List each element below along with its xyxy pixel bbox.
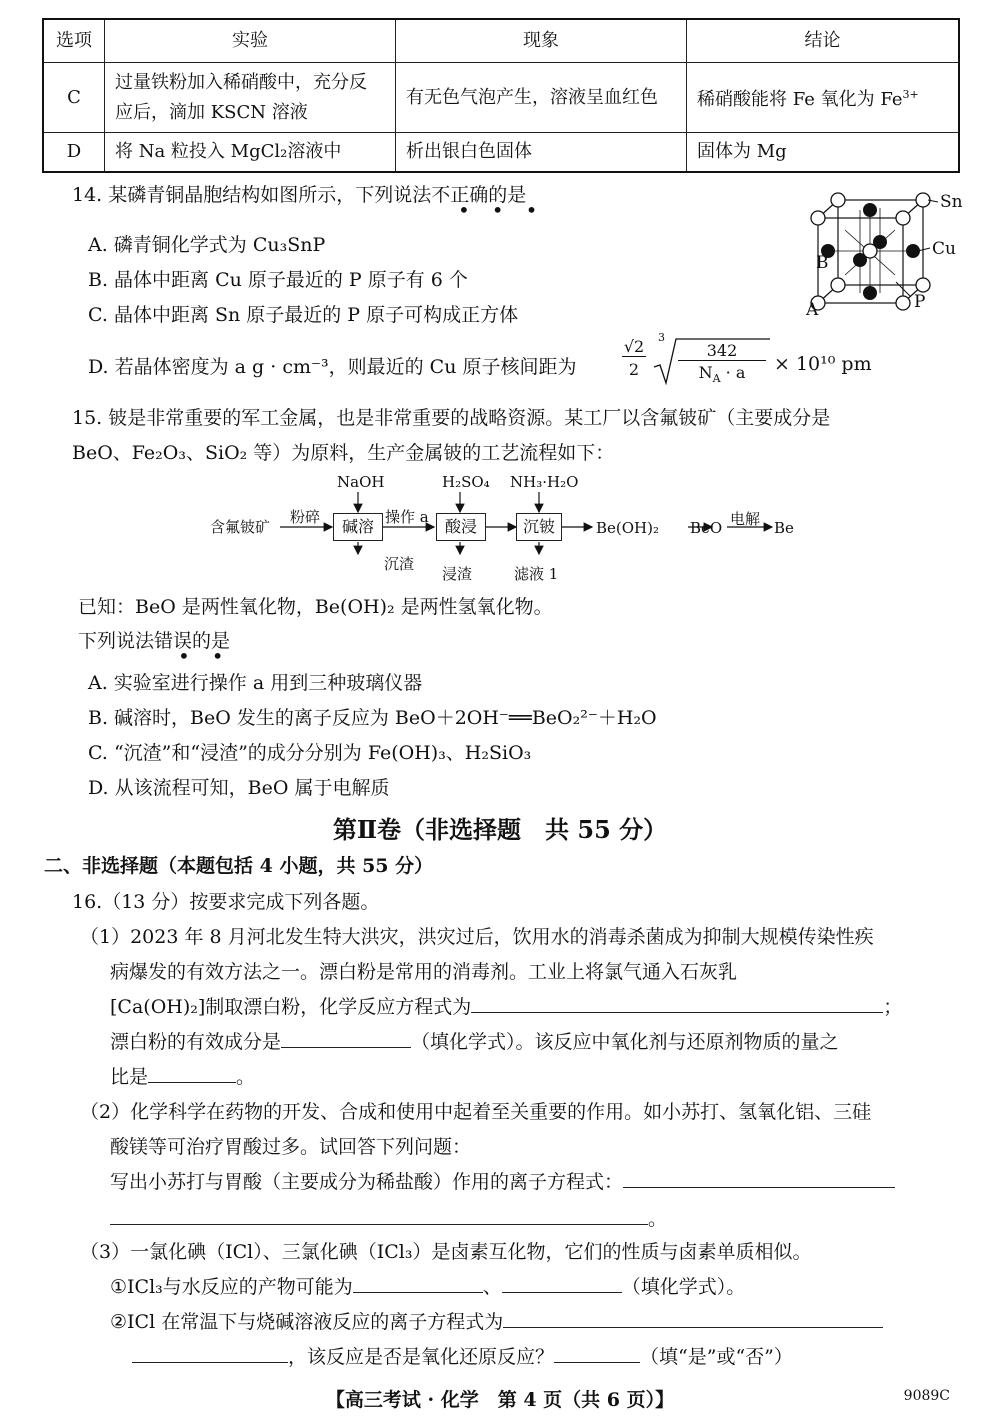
q16-p3-line3: ②ICl 在常温下与烧碱溶液反应的离子方程式为 bbox=[110, 1307, 883, 1334]
page-footer: 【高三考试 · 化学 第 4 页（共 6 页）】 bbox=[325, 1389, 675, 1411]
flow-product-be: Be bbox=[774, 519, 794, 537]
label-p: P bbox=[914, 292, 926, 312]
experiment-line: 过量铁粉加入稀硝酸中，充分反 bbox=[115, 71, 367, 93]
q16-p2-line4: 。 bbox=[110, 1204, 667, 1231]
row-phenomenon: 有无色气泡产生，溶液呈血红色 bbox=[396, 63, 687, 133]
flow-box-acid: 酸浸 bbox=[436, 513, 486, 541]
row-conclusion: 固体为 Mg bbox=[687, 133, 960, 173]
q14-option-c: C. 晶体中距离 Sn 原子最近的 P 原子可构成正方体 bbox=[88, 304, 519, 326]
q15-stem-1: 15. 铍是非常重要的军工金属，也是非常重要的战略资源。某工厂以含氟铍矿（主要成分是 bbox=[72, 407, 831, 429]
q15-option-c: C. “沉渣”和“浸渣”的成分分别为 Fe(OH)₃、H₂SiO₃ bbox=[88, 742, 532, 764]
experiment-line: 应后，滴加 KSCN 溶液 bbox=[115, 101, 308, 123]
q16-p1-line5: 比是 。 bbox=[110, 1062, 255, 1089]
answer-blank[interactable] bbox=[502, 1272, 622, 1293]
q16-p2-line3: 写出小苏打与胃酸（主要成分为稀盐酸）作用的离子方程式： bbox=[110, 1167, 895, 1194]
row-phenomenon: 析出银白色固体 bbox=[396, 133, 687, 173]
header-experiment: 实验 bbox=[105, 19, 396, 63]
answer-blank[interactable] bbox=[353, 1272, 483, 1293]
q16-p2-line1: （2）化学科学在药物的开发、合成和使用中起着至关重要的作用。如小苏打、氢氧化铝、三硅 bbox=[80, 1101, 872, 1123]
answer-blank[interactable] bbox=[110, 1204, 648, 1225]
section-subtitle: 二、非选择题（本题包括 4 小题，共 55 分） bbox=[44, 855, 434, 877]
emphasis-dots: ••• bbox=[458, 198, 560, 222]
row-experiment: 将 Na 粒投入 MgCl₂溶液中 bbox=[105, 133, 396, 173]
section-title: 第Ⅱ卷（非选择题 共 55 分） bbox=[332, 815, 668, 844]
answer-blank[interactable] bbox=[623, 1167, 895, 1188]
root-index: 3 bbox=[658, 331, 665, 344]
distance-formula bbox=[622, 331, 872, 397]
label-a: A bbox=[806, 300, 819, 320]
option-d-text: D. 若晶体密度为 a g · cm⁻³，则最近的 Cu 原子核间距为 bbox=[88, 356, 577, 378]
q16-p2-line2: 酸镁等可治疗胃酸过多。试回答下列问题： bbox=[110, 1136, 472, 1158]
header-phenomenon: 现象 bbox=[396, 19, 687, 63]
q15-option-b: B. 碱溶时，BeO 发生的离子反应为 BeO＋2OH⁻══BeO₂²⁻＋H₂O bbox=[88, 707, 657, 729]
paper-code: 9089C bbox=[903, 1388, 950, 1404]
flow-reagent-h2so4: H₂SO₄ bbox=[442, 473, 490, 491]
flow-crush: 粉碎 bbox=[290, 508, 321, 526]
q16-p1-line1: （1）2023 年 8 月河北发生特大洪灾，洪灾过后，饮用水的消毒杀菌成为抑制大规模传染性疾 bbox=[80, 926, 874, 948]
q16-p1-line3: [Ca(OH)₂]制取漂白粉，化学反应方程式为 ； bbox=[110, 992, 902, 1019]
q14-option-b: B. 晶体中距离 Cu 原子最近的 P 原子有 6 个 bbox=[88, 269, 468, 291]
flow-box-alkali: 碱溶 bbox=[333, 513, 383, 541]
flow-box-precip: 沉铍 bbox=[516, 513, 562, 541]
row-conclusion bbox=[687, 63, 960, 133]
q16-p3-line2: ①ICl₃与水反应的产物可能为 、 （填化学式）。 bbox=[110, 1272, 745, 1299]
conclusion-text: 稀硝酸能将 Fe 氧化为 Fe bbox=[697, 89, 903, 110]
header-conclusion: 结论 bbox=[687, 19, 960, 63]
flow-out-filtrate: 滤液 1 bbox=[514, 565, 559, 583]
flow-product-beoh2: Be(OH)₂ bbox=[596, 519, 659, 537]
q15-known: 已知：BeO 是两性氧化物，Be(OH)₂ 是两性氢氧化物。 bbox=[78, 596, 553, 618]
answer-blank[interactable] bbox=[148, 1062, 236, 1083]
answer-blank[interactable] bbox=[281, 1027, 411, 1048]
q16-p1-line2: 病爆发的有效方法之一。漂白粉是常用的消毒剂。工业上将氯气通入石灰乳 bbox=[110, 961, 738, 983]
conclusion-sup: 3+ bbox=[902, 88, 919, 101]
flow-operation-a: 操作 a bbox=[385, 508, 429, 526]
q15-stem-2: BeO、Fe₂O₃、SiO₂ 等）为原料，生产金属铍的工艺流程如下： bbox=[72, 442, 615, 464]
label-b: B bbox=[816, 253, 829, 273]
flow-out-residue: 沉渣 bbox=[384, 555, 415, 573]
q16-p1-line4: 漂白粉的有效成分是 （填化学式）。该反应中氧化剂与还原剂物质的量之 bbox=[110, 1027, 839, 1054]
label-sn: Sn bbox=[940, 192, 963, 212]
label-cu: Cu bbox=[932, 239, 956, 259]
frac-numerator: √2 bbox=[623, 337, 645, 356]
q14-option-a: A. 磷青铜化学式为 Cu₃SnP bbox=[88, 234, 326, 256]
q16-p3-line1: （3）一氯化碘（ICl）、三氯化碘（ICl₃）是卤素互化物，它们的性质与卤素单质相似。 bbox=[80, 1241, 812, 1263]
row-experiment bbox=[105, 63, 396, 133]
frac-denominator: 2 bbox=[628, 360, 640, 379]
q14-option-d bbox=[88, 352, 576, 379]
emphasis-dots: •• bbox=[178, 644, 246, 668]
table-header-row bbox=[43, 19, 959, 63]
row-option: C bbox=[43, 63, 105, 133]
root-numerator: 342 bbox=[678, 341, 766, 361]
experiment-table bbox=[42, 18, 960, 173]
q15-option-a: A. 实验室进行操作 a 用到三种玻璃仪器 bbox=[88, 672, 423, 694]
row-option: D bbox=[43, 133, 105, 173]
flow-out-leach: 浸渣 bbox=[442, 565, 473, 583]
flow-reagent-nh3: NH₃·H₂O bbox=[510, 473, 579, 491]
answer-blank[interactable] bbox=[132, 1342, 288, 1363]
q15-ask: 下列说法错误的是 bbox=[78, 630, 231, 652]
table-row bbox=[43, 63, 959, 133]
flow-start: 含氟铍矿 bbox=[210, 518, 271, 536]
formula-tail: × 10¹⁰ pm bbox=[774, 353, 872, 375]
answer-blank[interactable] bbox=[503, 1307, 883, 1328]
q16-p3-line4: ，该反应是否是氧化还原反应？ （填“是”或“否”） bbox=[132, 1342, 793, 1369]
flow-product-beo: BeO bbox=[690, 519, 723, 537]
flow-electrolysis: 电解 bbox=[730, 510, 761, 528]
q16-stem: 16.（13 分）按要求完成下列各题。 bbox=[72, 891, 380, 913]
answer-blank[interactable] bbox=[554, 1342, 640, 1363]
q15-option-d: D. 从该流程可知，BeO 属于电解质 bbox=[88, 777, 390, 799]
table-row bbox=[43, 133, 959, 173]
q14-stem: 14. 某磷青铜晶胞结构如图所示，下列说法不正确的是 bbox=[72, 184, 527, 206]
answer-blank[interactable] bbox=[471, 992, 883, 1013]
root-denominator: $N_A \cdot a$ bbox=[698, 363, 746, 386]
header-option: 选项 bbox=[43, 19, 105, 63]
flow-reagent-naoh: NaOH bbox=[337, 473, 385, 491]
